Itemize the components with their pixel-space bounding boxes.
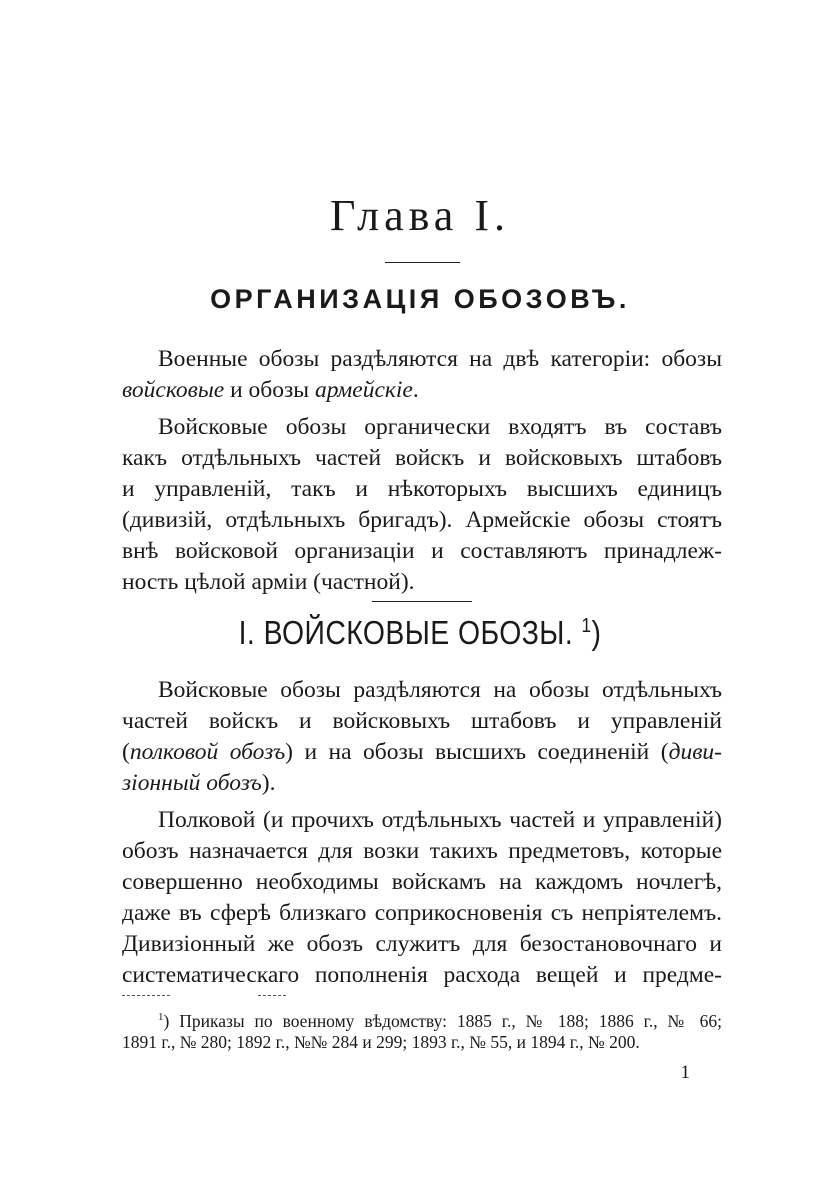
- body-p1-line: [122, 768, 722, 799]
- term-polkovoi-oboz: полковой обозъ: [129, 739, 286, 765]
- body-p2-line: обозъ назначается для возки такихъ предметовъ, которые: [122, 838, 722, 864]
- body-p2-line: совершенно необходимы войскамъ на каждомъ ночлегѣ,: [122, 869, 722, 895]
- footnote-line: 1891 г., № 280; 1892 г., №№ 284 и 299; 1893 г., № 55, и 1894 г., № 200.: [122, 1032, 640, 1052]
- chapter-heading: Глава I.: [330, 191, 510, 240]
- body-text-run: ).: [261, 770, 276, 796]
- intro-p2-line: и управленій, такъ и нѣкоторыхъ высшихъ единицъ: [122, 476, 722, 502]
- subsection-title-tail: ): [591, 614, 602, 651]
- body-p2-line: даже въ сферѣ близкаго соприкосновенія съ непріятелемъ.: [122, 900, 722, 926]
- section-title: ОРГАНИЗАЦІЯ ОБОЗОВЪ.: [210, 284, 630, 314]
- body-text-run: ) и на обозы высшихъ соединеній (: [285, 739, 669, 765]
- intro-p1-line: [122, 375, 722, 406]
- footnote-ref: 1: [581, 615, 592, 637]
- term-armeiskie: армейскіе: [314, 377, 413, 403]
- body-p1-line: [122, 737, 722, 768]
- intro-p2-line: внѣ войсковой организаціи и составляютъ принадлеж-: [122, 538, 722, 564]
- footnote-separator: [258, 995, 286, 996]
- intro-text: [122, 344, 722, 598]
- term-divizionnyi-oboz: зіонный обозъ: [122, 770, 262, 796]
- intro-p1-line: Военные обозы раздѣляются на двѣ категоріи: обозы: [158, 346, 722, 372]
- intro-p2-line: ность цѣлой арміи (частной).: [122, 569, 415, 595]
- page-number: 1: [680, 1062, 690, 1083]
- body-p1-line: Войсковые обозы раздѣляются на обозы отдѣльныхъ: [158, 677, 722, 703]
- subsection-title: [59, 614, 781, 652]
- footnote-line: [122, 1005, 722, 1030]
- footnote-marker: 1: [158, 1011, 164, 1023]
- subsection-title-text: I. ВОЙСКОВЫЕ ОБОЗЫ.: [238, 614, 574, 651]
- footnote-text: ) Приказы по военному вѣдомству: 1885 г., № 188; 1886 г., № 66;: [163, 1010, 722, 1031]
- footnote-separator: [122, 995, 170, 996]
- body-p2-line: Полковой (и прочихъ отдѣльныхъ частей и управленій): [158, 807, 722, 833]
- body-p2-line: Дивизіонный же обозъ служитъ для безостановочнаго и: [122, 931, 722, 957]
- body-text: [122, 675, 722, 991]
- chapter-divider: [385, 262, 460, 263]
- body-text-run: (: [122, 739, 130, 765]
- intro-text-run: и обозы: [224, 377, 315, 403]
- term-divizionnyi: диви-: [668, 739, 722, 765]
- body-p1-line: частей войскъ и войсковыхъ штабовъ и управленій: [122, 708, 722, 734]
- footnote: [122, 1005, 722, 1055]
- term-voiskovye: войсковые: [122, 377, 225, 403]
- intro-p2-line: (дивизій, отдѣльныхъ бригадъ). Армейскіе обозы стоятъ: [122, 507, 722, 533]
- section-divider: [372, 601, 472, 602]
- intro-p2-line: Войсковые обозы органически входятъ въ составъ: [158, 414, 722, 440]
- body-p2-line: систематическаго пополненія расхода вещей и предме-: [122, 962, 722, 988]
- intro-p2-line: какъ отдѣльныхъ частей войскъ и войсковыхъ штабовъ: [122, 445, 722, 471]
- intro-text-run: .: [412, 377, 419, 403]
